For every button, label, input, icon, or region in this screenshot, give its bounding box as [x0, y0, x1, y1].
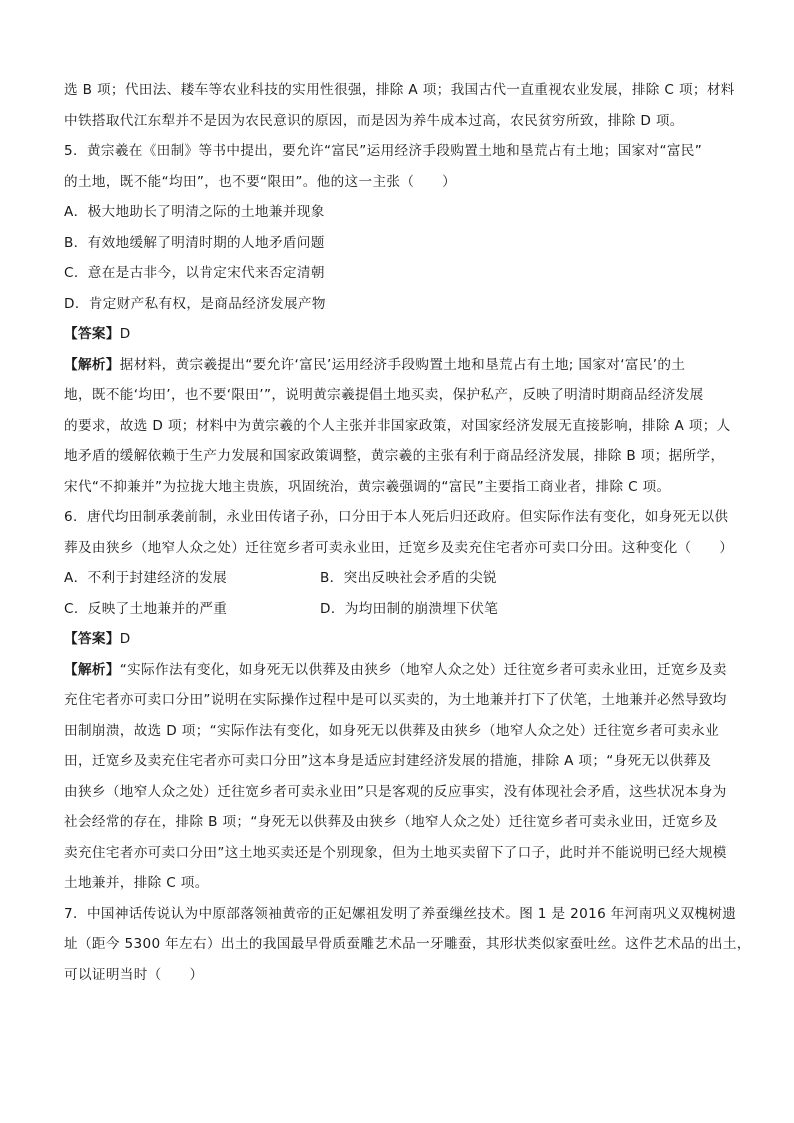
analysis-text: 社会经常的存在，排除 B 项；“身死无以供葬及由狭乡（地窄人众之处）迁往宽乡者可卖永业田，迁宽乡及	[64, 814, 718, 830]
answer-line	[64, 324, 732, 344]
answer-line	[64, 629, 732, 649]
analysis-text: 地，既不能‘均田’，也不要‘限田’”，说明黄宗羲提倡土地买卖，保护私产，反映了明清时期商品经济发展	[64, 387, 704, 403]
option-c: C．反映了土地兼并的严重	[64, 600, 228, 617]
analysis-line	[64, 660, 732, 680]
analysis-text: 充住宅者亦可卖口分田”说明在实际操作过程中是可以买卖的，为土地兼并打下了伏笔，土地兼并必然导致均	[64, 692, 727, 708]
option-c: C．意在是古非今，以肯定宋代来否定清朝	[64, 265, 325, 281]
question-stem: 5．黄宗羲在《田制》等书中提出，要允许“富民”运用经济手段购置土地和垦荒占有土地；国家对“富民”	[64, 143, 703, 159]
option-a: A．不利于封建经济的发展	[64, 570, 228, 586]
analysis-text: 田制崩溃，故选 D 项；“实际作法有变化，如身死无以供葬及由狭乡（地窄人众之处）迁往宽乡者可卖永业	[64, 722, 720, 739]
analysis-line	[64, 355, 732, 375]
document-page	[64, 80, 751, 995]
analysis-text: 地矛盾的缓解依赖于生产力发展和国家政策调整，黄宗羲的主张有利于商品经济发展，排除 B 项；据所学，	[64, 448, 725, 464]
option-b: B．突出反映社会矛盾的尖锐	[320, 570, 497, 586]
analysis-label: 【解析】	[64, 356, 120, 373]
analysis-text: 宋代“不抑兼并”为拉拢大地主贵族，巩固统治，黄宗羲强调的“富民”主要指工商业者，排除 C 项。	[64, 478, 671, 495]
option-d: D．肯定财产私有权，是商品经济发展产物	[64, 295, 326, 312]
answer-label: 【答案】	[64, 631, 120, 647]
answer-value: D	[119, 631, 131, 647]
analysis-text: 卖充住宅者亦可卖口分田”这土地买卖还是个别现象，但为土地买卖留下了口子，此时并不能说明已经大规模	[64, 844, 727, 861]
options-row	[64, 599, 732, 619]
text-line: 选 B 项；代田法、耧车等农业科技的实用性很强，排除 A 项；我国古代一直重视农业发展，排除 C 项；材料	[64, 82, 735, 98]
question-stem: 7．中国神话传说认为中原部落领袖黄帝的正妃嫘祖发明了养蚕缫丝技术。图 1 是 2016 年河南巩义双槐树遗	[64, 905, 737, 922]
option-a: A．极大地助长了明清之际的土地兼并现象	[64, 204, 325, 220]
question-stem: 可以证明当时（ ）	[64, 966, 204, 983]
analysis-text: 的要求，故选 D 项；材料中为黄宗羲的个人主张并非国家政策，对国家经济发展无直接影响，排除 A 项；人	[64, 417, 731, 434]
analysis-text: 土地兼并，排除 C 项。	[64, 875, 209, 891]
question-5	[64, 141, 732, 497]
option-b: B．有效地缓解了明清时期的人地矛盾问题	[64, 234, 325, 251]
analysis-text: 田，迁宽乡及卖充住宅者亦可卖口分田”这本身是适应封建经济发展的措施，排除 A 项；“身死无以供葬及	[64, 753, 712, 769]
text-line: 中铁搭取代江东犁并不是因为农民意识的原因，而是因为养牛成本过高，农民贫穷所致，排除 D 项。	[64, 112, 684, 129]
question-7	[64, 904, 751, 985]
options-row	[64, 568, 732, 588]
analysis-label: 【解析】	[64, 661, 120, 678]
question-6	[64, 507, 732, 893]
analysis-text: “实际作法有变化，如身死无以供葬及由狭乡（地窄人众之处）迁往宽乡者可卖永业田，迁宽乡及卖	[119, 661, 727, 678]
option-d: D．为均田制的崩溃埋下伏笔	[320, 600, 499, 617]
analysis-text: 由狭乡（地窄人众之处）迁往宽乡者可卖永业田”只是客观的反应事实，没有体现社会矛盾，这些状况本身为	[64, 783, 727, 800]
question-stem: 6．唐代均田制承袭前制，永业田传诸子孙，口分田于本人死后归还政府。但实际作法有变化，如身死无以供	[64, 509, 729, 525]
question-stem: 葬及由狭乡（地窄人众之处）迁往宽乡者可卖永业田，迁宽乡及卖充住宅者亦可卖口分田。这种变化（ ）	[64, 539, 734, 556]
question-stem: 址（距今 5300 年左右）出土的我国最早骨质蚕雕艺术品一牙雕蚕，其形状类似家蚕吐丝。这件艺术品的出土，	[64, 936, 751, 952]
answer-value: D	[119, 326, 131, 342]
question-stem: 的土地，既不能“均田”，也不要“限田”。他的这一主张（ ）	[64, 173, 457, 190]
previous-explanation	[64, 80, 735, 131]
answer-label: 【答案】	[64, 326, 120, 342]
analysis-text: 据材料，黄宗羲提出“要允许‘富民’运用经济手段购置土地和垦荒占有土地; 国家对‘富民’的土	[119, 356, 686, 373]
